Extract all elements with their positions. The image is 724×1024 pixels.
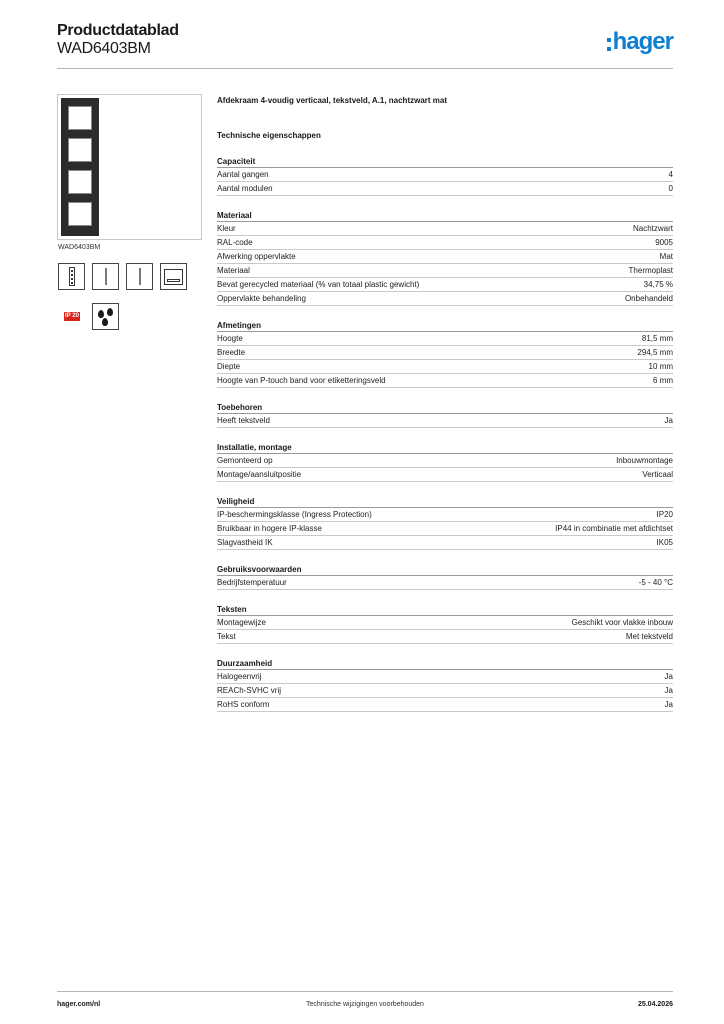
group-title: Teksten <box>217 603 673 616</box>
single-line-icon <box>126 263 153 290</box>
property-label: Halogeenvrij <box>217 672 262 681</box>
property-label: Materiaal <box>217 266 250 275</box>
property-row <box>217 278 673 292</box>
property-row <box>217 222 673 236</box>
property-row <box>217 454 673 468</box>
property-label: REACh-SVHC vrij <box>217 686 282 695</box>
feature-icons-row-1 <box>58 263 187 290</box>
property-label: Breedte <box>217 348 246 357</box>
ip-badge: IP 20 <box>65 313 79 319</box>
specification-table <box>217 94 673 712</box>
property-row <box>217 292 673 306</box>
property-label: Bevat gerecycled materiaal (% van totaal plastic gewicht) <box>217 280 420 289</box>
property-row <box>217 374 673 388</box>
property-row <box>217 468 673 482</box>
property-label: Gemonteerd op <box>217 456 273 465</box>
property-label: RAL-code <box>217 238 253 247</box>
property-group <box>217 155 673 196</box>
property-group <box>217 563 673 590</box>
property-label: Bruikbaar in hogere IP-klasse <box>217 524 322 533</box>
property-value: Mat <box>659 252 673 261</box>
group-title: Toebehoren <box>217 401 673 414</box>
ip-rating-icon <box>58 303 85 330</box>
property-group <box>217 209 673 306</box>
water-drops-icon <box>92 303 119 330</box>
document-title: Productdatablad <box>57 22 179 39</box>
property-group <box>217 401 673 428</box>
property-value: 81,5 mm <box>641 334 673 343</box>
product-image <box>57 94 202 240</box>
group-title: Gebruiksvoorwaarden <box>217 563 673 576</box>
property-value: Ja <box>664 686 673 695</box>
property-value: Onbehandeld <box>624 294 673 303</box>
product-code: WAD6403BM <box>57 40 151 57</box>
property-value: IK05 <box>656 538 673 547</box>
vertical-mounting-icon <box>58 263 85 290</box>
property-label: Slagvastheid IK <box>217 538 273 547</box>
property-label: Montagewijze <box>217 618 266 627</box>
group-title: Installatie, montage <box>217 441 673 454</box>
property-value: 294,5 mm <box>637 348 673 357</box>
property-group <box>217 319 673 388</box>
property-label: IP-beschermingsklasse (Ingress Protection) <box>217 510 372 519</box>
property-value: IP44 in combinatie met afdichtset <box>555 524 673 533</box>
property-row <box>217 508 673 522</box>
property-label: Hoogte van P-touch band voor etiketteringsveld <box>217 376 386 385</box>
property-value: 10 mm <box>648 362 673 371</box>
logo-dots-icon <box>607 38 611 51</box>
property-value: Geschikt voor vlakke inbouw <box>571 618 673 627</box>
property-value: Ja <box>664 700 673 709</box>
footer-website: hager.com/nl <box>57 1001 101 1008</box>
property-group <box>217 603 673 644</box>
page-header <box>57 20 673 69</box>
property-row <box>217 332 673 346</box>
property-row <box>217 182 673 196</box>
property-value: Thermoplast <box>628 266 673 275</box>
hager-logo <box>607 28 673 56</box>
group-title: Materiaal <box>217 209 673 222</box>
property-groups <box>217 155 673 712</box>
property-label: Aantal gangen <box>217 170 269 179</box>
product-image-caption: WAD6403BM <box>58 244 101 251</box>
group-title: Afmetingen <box>217 319 673 332</box>
property-row <box>217 522 673 536</box>
property-label: Kleur <box>217 224 236 233</box>
property-row <box>217 250 673 264</box>
product-description: Afdekraam 4-voudig verticaal, tekstveld, A.1, nachtzwart mat <box>217 96 448 105</box>
property-row <box>217 630 673 644</box>
property-value: 9005 <box>655 238 673 247</box>
property-group <box>217 657 673 712</box>
property-row <box>217 684 673 698</box>
property-value: Ja <box>664 672 673 681</box>
property-group <box>217 441 673 482</box>
property-value: 6 mm <box>653 376 673 385</box>
screen-frame-icon <box>160 263 187 290</box>
property-value: Inbouwmontage <box>616 456 673 465</box>
property-row <box>217 414 673 428</box>
footer-notice: Technische wijzigingen voorbehouden <box>306 1001 424 1008</box>
property-row <box>217 670 673 684</box>
property-value: -5 - 40 °C <box>638 578 673 587</box>
property-value: 0 <box>668 184 673 193</box>
property-row <box>217 360 673 374</box>
property-value: IP20 <box>656 510 673 519</box>
property-row <box>217 168 673 182</box>
group-title: Veiligheid <box>217 495 673 508</box>
group-title: Capaciteit <box>217 155 673 168</box>
property-label: Aantal modulen <box>217 184 273 193</box>
property-row <box>217 264 673 278</box>
property-row <box>217 346 673 360</box>
property-label: Afwerking oppervlakte <box>217 252 296 261</box>
property-label: Diepte <box>217 362 241 371</box>
property-row <box>217 536 673 550</box>
technical-properties-heading: Technische eigenschappen <box>217 131 321 140</box>
property-value: 34,75 % <box>643 280 673 289</box>
property-row <box>217 698 673 712</box>
cover-frame-picture <box>61 98 99 236</box>
property-row <box>217 576 673 590</box>
property-label: Heeft tekstveld <box>217 416 270 425</box>
property-value: Ja <box>664 416 673 425</box>
property-label: RoHS conform <box>217 700 270 709</box>
feature-icons-row-2 <box>58 303 119 330</box>
property-row <box>217 236 673 250</box>
group-title: Duurzaamheid <box>217 657 673 670</box>
property-value: Nachtzwart <box>632 224 673 233</box>
page-footer <box>57 991 673 1015</box>
logo-text: hager <box>612 28 673 55</box>
footer-date: 25.04.2026 <box>637 1001 673 1008</box>
property-row <box>217 616 673 630</box>
property-group <box>217 495 673 550</box>
single-line-icon <box>92 263 119 290</box>
property-value: Verticaal <box>642 470 673 479</box>
property-label: Tekst <box>217 632 236 641</box>
property-label: Oppervlakte behandeling <box>217 294 306 303</box>
property-label: Bedrijfstemperatuur <box>217 578 287 587</box>
property-value: 4 <box>668 170 673 179</box>
property-value: Met tekstveld <box>625 632 673 641</box>
property-label: Montage/aansluitpositie <box>217 470 302 479</box>
property-label: Hoogte <box>217 334 243 343</box>
